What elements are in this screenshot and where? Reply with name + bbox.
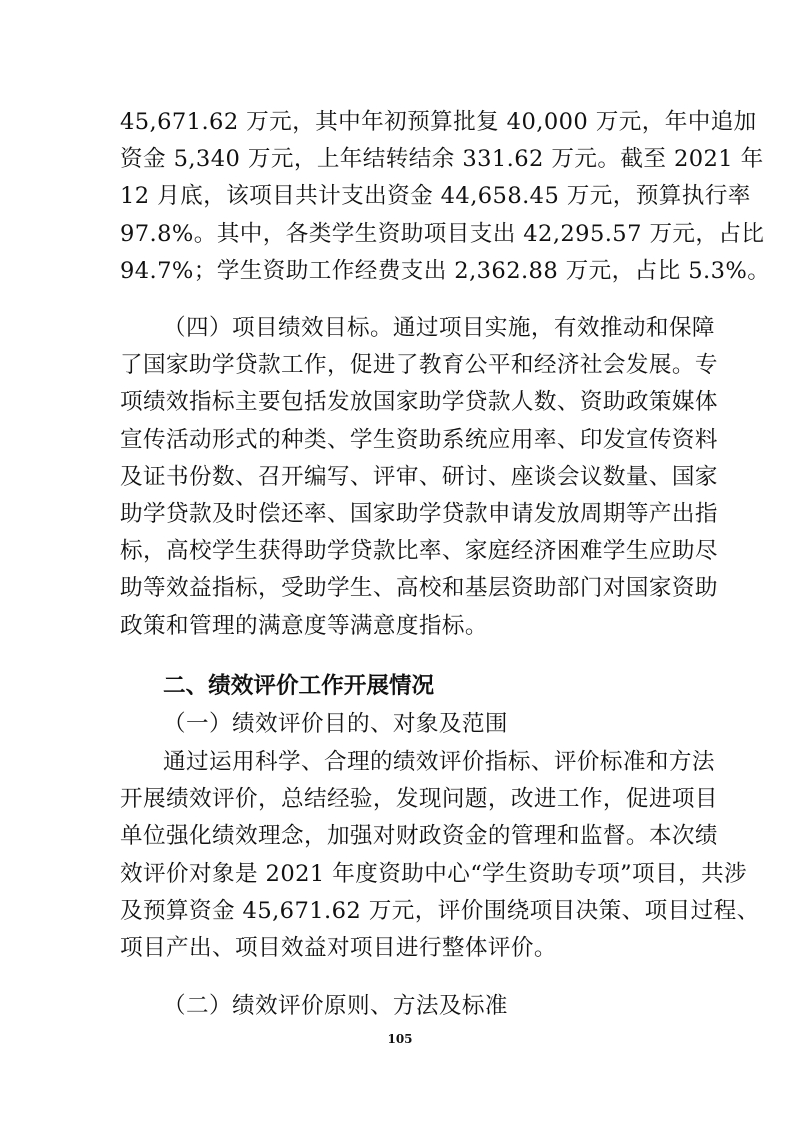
subheading-evaluation-principles: （二）绩效评价原则、方法及标准 xyxy=(163,993,508,1019)
text-line: 助等效益指标，受助学生、高校和基层资助部门对国家资助 xyxy=(120,575,718,602)
text-line: 12 月底，该项目共计支出资金 44,658.45 万元，预算执行率 xyxy=(120,183,751,210)
paragraph-performance-goals xyxy=(120,310,718,645)
text-line: 项绩效指标主要包括发放国家助学贷款人数、资助政策媒体 xyxy=(120,389,718,416)
text-line: 开展绩效评价，总结经验，发现问题，改进工作，促进项目 xyxy=(120,786,718,813)
page-number: 105 xyxy=(387,1032,413,1046)
text-line: 45,671.62 万元，其中年初预算批复 40,000 万元，年中追加 xyxy=(120,109,757,135)
text-line: 项目产出、项目效益对项目进行整体评价。 xyxy=(120,935,557,962)
text-line: 了国家助学贷款工作，促进了教育公平和经济社会发展。专 xyxy=(120,352,718,379)
paragraph-budget-summary xyxy=(120,104,771,290)
text-line: 单位强化绩效理念，加强对财政资金的管理和监督。本次绩 xyxy=(120,823,718,850)
text-line: （四）项目绩效目标。通过项目实施，有效推动和保障 xyxy=(163,315,715,341)
text-line: 97.8%。其中，各类学生资助项目支出 42,295.57 万元，占比 xyxy=(120,220,765,247)
text-line: 及证书份数、召开编写、评审、研讨、座谈会议数量、国家 xyxy=(120,463,718,490)
text-line: 及预算资金 45,671.62 万元，评价围绕项目决策、项目过程、 xyxy=(120,897,760,924)
subheading-evaluation-scope: （一）绩效评价目的、对象及范围 xyxy=(163,711,508,737)
paragraph-evaluation-purpose xyxy=(120,744,760,967)
text-line: 标，高校学生获得助学贷款比率、家庭经济困难学生应助尽 xyxy=(120,538,718,565)
text-line: 效评价对象是 2021 年度资助中心“学生资助专项”项目，共涉 xyxy=(120,860,748,887)
section-heading: 二、绩效评价工作开展情况 xyxy=(163,673,435,699)
text-line: 助学贷款及时偿还率、国家助学贷款申请发放周期等产出指 xyxy=(120,501,718,528)
text-line: 94.7%；学生资助工作经费支出 2,362.88 万元，占比 5.3%。 xyxy=(120,257,771,284)
text-line: 资金 5,340 万元，上年结转结余 331.62 万元。截至 2021 年 xyxy=(120,146,764,173)
text-line: 政策和管理的满意度等满意度指标。 xyxy=(120,612,488,639)
text-line: 通过运用科学、合理的绩效评价指标、评价标准和方法 xyxy=(163,749,715,775)
text-line: 宣传活动形式的种类、学生资助系统应用率、印发宣传资料 xyxy=(120,426,718,453)
